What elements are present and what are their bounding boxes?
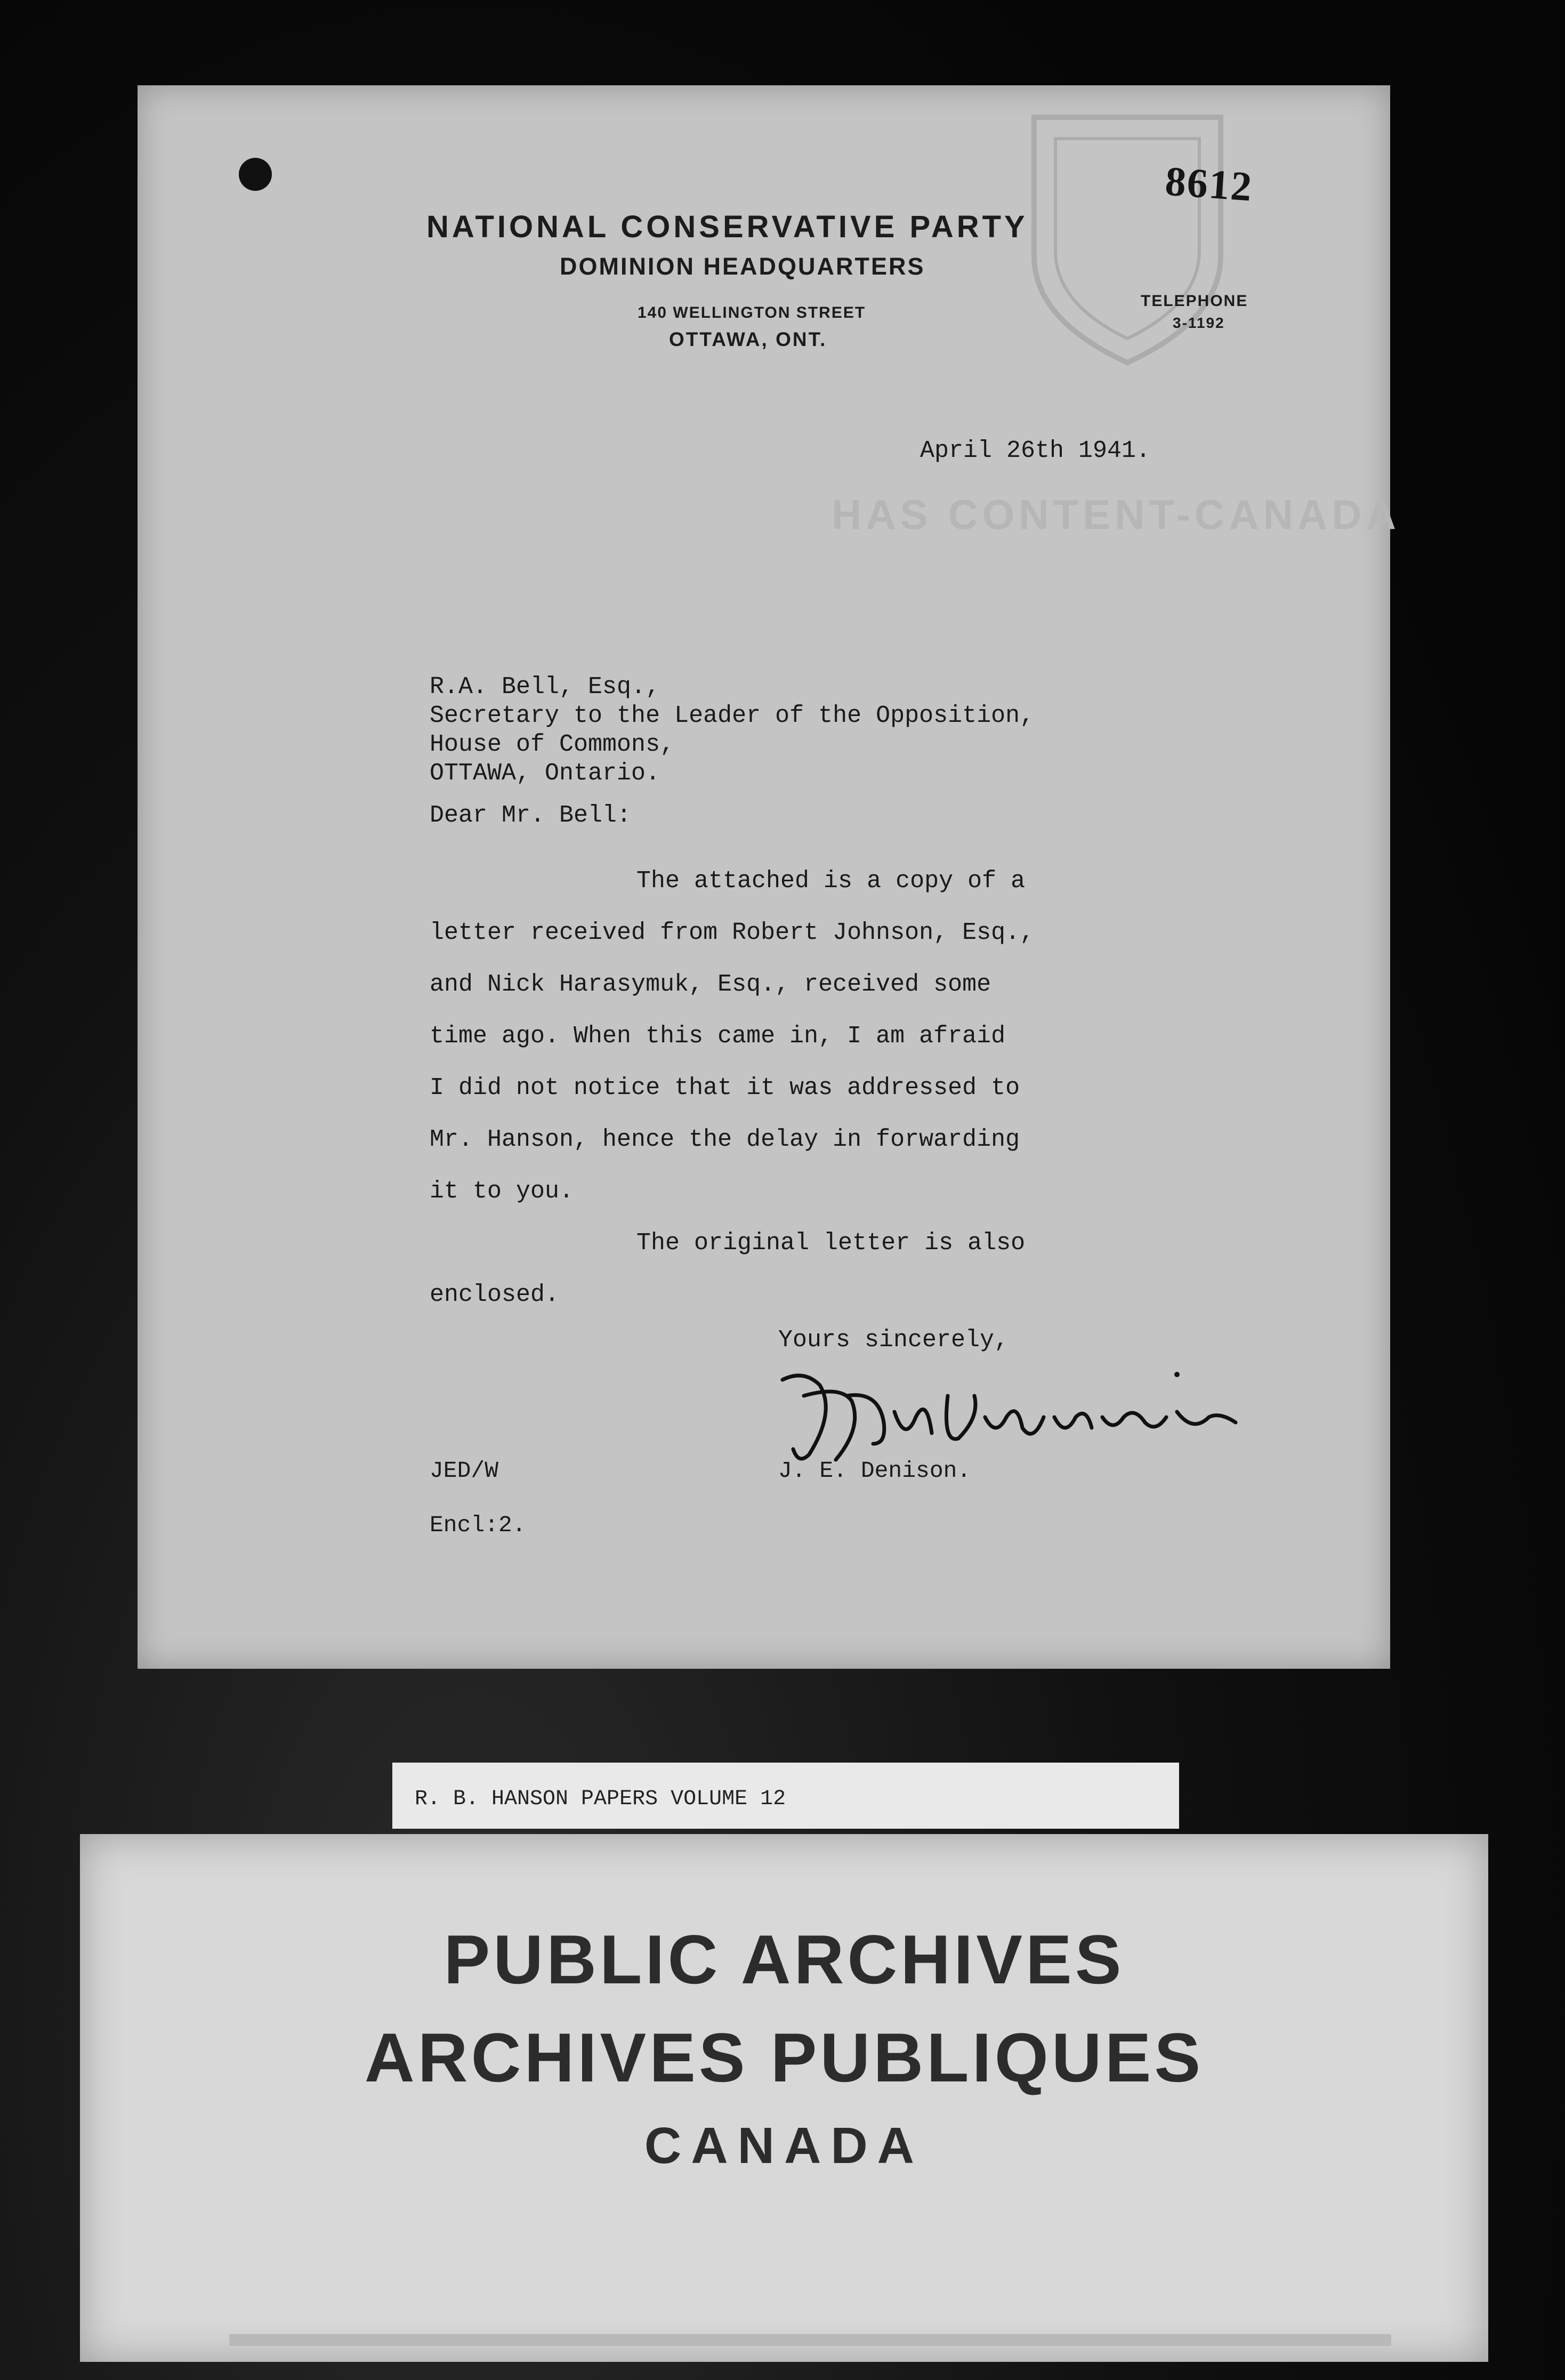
letterhead-telephone-label: TELEPHONE [1141, 292, 1248, 310]
body-line: letter received from Robert Johnson, Esq., [430, 919, 1035, 946]
punch-hole [239, 158, 272, 191]
archives-title-en: PUBLIC ARCHIVES [443, 1920, 1125, 1998]
letter-body [430, 855, 1034, 1321]
body-line: time ago. When this came in, I am afraid [430, 1023, 1006, 1050]
body-line: and Nick Harasymuk, Esq., received some [430, 971, 991, 998]
watermark-stamp: HAS CONTENT-CANADA [832, 491, 1400, 538]
body-line: The original letter is also [636, 1229, 1026, 1257]
volume-label [392, 1763, 1179, 1829]
address-line: House of Commons, [430, 731, 675, 758]
address-line: OTTAWA, Ontario. [430, 760, 660, 787]
body-line: enclosed. [430, 1281, 560, 1308]
recipient-address [430, 673, 1034, 788]
body-line: Mr. Hanson, hence the delay in forwarding [430, 1126, 1020, 1153]
letterhead-street: 140 WELLINGTON STREET [638, 304, 866, 321]
letterhead-telephone-number: 3-1192 [1173, 315, 1225, 331]
body-line: The attached is a copy of a [636, 867, 1026, 895]
archives-card [80, 1834, 1488, 2362]
letterhead-party: NATIONAL CONSERVATIVE PARTY [426, 210, 1028, 244]
letter-date: April 26th 1941. [920, 437, 1151, 464]
body-line: I did not notice that it was addressed to [430, 1074, 1020, 1101]
letterhead-city: OTTAWA, ONT. [669, 328, 827, 350]
enclosure-note: Encl:2. [430, 1512, 526, 1538]
address-line: R.A. Bell, Esq., [430, 673, 660, 701]
handwritten-signature [772, 1364, 1252, 1470]
signatory-name: J. E. Denison. [778, 1458, 971, 1484]
letterhead-hq: DOMINION HEADQUARTERS [560, 253, 925, 280]
archives-country: CANADA [644, 2117, 924, 2174]
reference-initials: JED/W [430, 1458, 499, 1484]
file-number: 8612 [1164, 157, 1254, 210]
closing: Yours sincerely, [778, 1326, 1009, 1354]
archives-title-fr: ARCHIVES PUBLIQUES [364, 2019, 1204, 2096]
card-bottom-edge [229, 2334, 1391, 2346]
salutation: Dear Mr. Bell: [430, 802, 632, 829]
volume-label-text: R. B. HANSON PAPERS VOLUME 12 [415, 1787, 786, 1811]
body-line: it to you. [430, 1178, 574, 1205]
address-line: Secretary to the Leader of the Opposition, [430, 702, 1035, 729]
